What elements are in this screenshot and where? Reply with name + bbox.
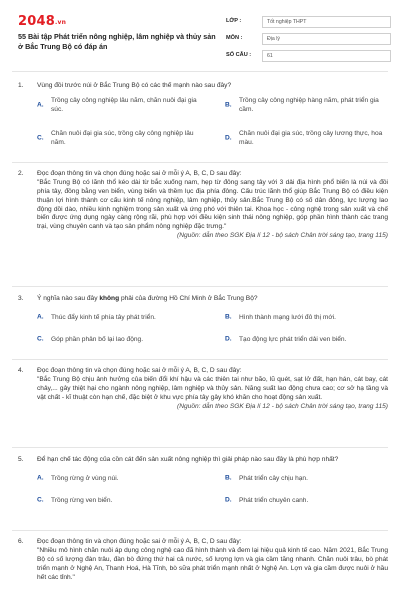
meta-box [226, 13, 391, 64]
meta-row-count [226, 47, 391, 64]
question-text: Đọc đoạn thông tin và chọn đúng hoặc sai ở mỗi ý A, B, C, D sau đây: [37, 367, 242, 374]
site-logo[interactable]: 2048.vn [18, 14, 67, 29]
option-c[interactable] [37, 130, 207, 148]
option-letter: D. [225, 496, 232, 504]
option-letter: A. [37, 101, 44, 109]
options-grid [37, 475, 388, 515]
option-text: Trồng rừng ở vùng núi. [51, 474, 119, 482]
option-d[interactable] [225, 130, 385, 148]
question-1 [18, 82, 388, 159]
source-citation: (Nguồn: dẫn theo SGK Địa lí 12 - bộ sách Chân trời sáng tạo, trang 115) [177, 402, 388, 410]
question-text: Vùng đồi trước núi ở Bắc Trung Bộ có các thế mạnh nào sau đây? [37, 82, 232, 89]
meta-label: SỐ CÂU : [226, 51, 252, 58]
option-text: Chăn nuôi đại gia súc, trồng cây lương thực, hoa màu. [239, 129, 383, 146]
emphasis-not: không [99, 295, 120, 302]
divider [12, 286, 388, 287]
question-number: 3. [18, 295, 24, 302]
option-text: Trồng cây công nghiệp hàng năm, phát triển gia cầm. [239, 96, 379, 113]
option-a[interactable] [37, 97, 207, 115]
divider [12, 447, 388, 448]
option-letter: A. [37, 313, 44, 321]
option-text: Tạo động lực phát triển dải ven biển. [239, 335, 347, 343]
option-text: Chăn nuôi đại gia súc, trồng cây công nghiệp lâu năm. [51, 129, 194, 146]
question-text: Đọc đoạn thông tin và chọn đúng hoặc sai ở mỗi ý A, B, C, D sau đây: [37, 170, 242, 177]
option-b[interactable] [225, 97, 385, 115]
question-6 [18, 538, 388, 582]
divider [12, 71, 388, 72]
options-grid [37, 314, 388, 354]
question-text: Để hạn chế tác động của cồn cát đến sản xuất nông nghiệp thì giải pháp nào sau đây là phù hợp nhất? [37, 456, 339, 463]
option-b[interactable] [225, 314, 385, 323]
question-number: 4. [18, 367, 24, 374]
option-text: Phát triển cây chịu hạn. [239, 474, 308, 482]
question-number: 2. [18, 170, 24, 177]
options-grid [37, 97, 388, 159]
question-2 [18, 170, 388, 241]
option-c[interactable] [37, 497, 207, 506]
meta-label: MÔN : [226, 34, 243, 41]
option-c[interactable] [37, 336, 207, 345]
option-letter: C. [37, 335, 44, 343]
option-text: Trồng rừng ven biển. [51, 496, 113, 504]
option-text: Trồng cây công nghiệp lâu năm, chăn nuôi đại gia súc. [51, 96, 197, 113]
meta-value: Địa lý [262, 33, 391, 45]
passage: "Bắc Trung Bộ chịu ảnh hưởng của biến đổi khí hậu và các thiên tai như bão, lũ quét, sạt lở đất, hạn hán, cát bay, cát chảy,... gây thiệt hại cho ngành nông nghiệp, lâm nghiệp và thủy sản. Năng suất lao động chưa cao; cơ sở hạ tầng và vật chất - kĩ thuật còn hạn chế, đặc biệt ở khu vực phía tây gây khó khăn cho hoạt động sản xuất. [37, 375, 388, 401]
question-text: Đọc đoạn thông tin và chọn đúng hoặc sai ở mỗi ý A, B, C, D sau đây: [37, 538, 242, 545]
option-a[interactable] [37, 475, 207, 484]
option-text: Hình thành mạng lưới đô thị mới. [239, 313, 336, 321]
question-number: 5. [18, 456, 24, 463]
option-letter: C. [37, 496, 44, 504]
source-citation: (Nguồn: dẫn theo SGK Địa lí 12 - bộ sách Chân trời sáng tạo, trang 115) [177, 232, 388, 240]
option-letter: C. [37, 134, 44, 142]
option-letter: A. [37, 474, 44, 482]
divider [12, 162, 388, 163]
divider [12, 359, 388, 360]
option-d[interactable] [225, 497, 385, 506]
option-letter: D. [225, 134, 232, 142]
meta-row-grade [226, 13, 391, 30]
passage: "Bắc Trung Bộ có lãnh thổ kéo dài từ bắc xuống nam, hẹp từ đông sang tây với 3 dải địa hình phổ biến là núi và đồi phía tây, đồng bằng ven biển, vùng biển và thềm lục địa phía đông. Cấu trúc lãnh thổ giúp Bắc Trung Bộ có điều kiện thuận lợi hình thành cơ cấu kinh tế nông nghiệp, lâm nghiệp, thủy sản.Bắc Trung Bộ có số dân đông, lực lượng lao động dồi dào, nhiều kinh nghiệm trong sản xuất và ứng phó với thiên tai. Khoa học - công nghệ trong sản xuất và chế biến được ứng dụng ngày càng rộng rãi, phù hợp với điều kiện sinh thái nông nghiệp, góp phần hình thành các trang trại, vùng chuyên canh và tạo sản phẩm nông nghiệp đặc trưng." [37, 178, 388, 231]
option-text: Góp phần phân bố lại lao động. [51, 335, 144, 343]
meta-row-subject [226, 30, 391, 47]
option-letter: B. [225, 313, 232, 321]
option-a[interactable] [37, 314, 207, 323]
option-d[interactable] [225, 336, 385, 345]
question-5 [18, 456, 388, 515]
meta-value: 61 [262, 50, 391, 62]
divider [12, 530, 388, 531]
meta-label: LỚP : [226, 17, 242, 24]
option-letter: D. [225, 335, 232, 343]
option-text: Thúc đẩy kinh tế phía tây phát triển. [51, 313, 156, 321]
passage: "Nhiều mô hình chăn nuôi áp dụng công nghệ cao đã hình thành và đem lại hiệu quả kinh tế cao. Năm 2021, Bắc Trung Bộ có số lượng đàn trâu, đàn bò đứng thứ hai cả nước, số lượng lợn và gia cầm tăng nhanh. Chăn nuôi trâu, bò phát triển mạnh ở Nghệ An, Thanh Hoá, Hà Tĩnh, bò sữa phát triển mạnh nhất ở Nghệ An. Lợn và gia cầm được nuôi ở hầu hết các tỉnh." [37, 546, 388, 581]
option-b[interactable] [225, 475, 385, 484]
document-title: 55 Bài tập Phát triển nông nghiệp, lâm nghiệp và thủy sản ở Bắc Trung Bộ có đáp án [18, 32, 216, 51]
question-4 [18, 367, 388, 411]
option-text: Phát triển chuyên canh. [239, 496, 309, 504]
option-letter: B. [225, 474, 232, 482]
question-number: 1. [18, 82, 24, 89]
question-number: 6. [18, 538, 24, 545]
question-3 [18, 295, 388, 354]
meta-value: Tốt nghiệp THPT [262, 16, 391, 28]
question-text: Ý nghĩa nào sau đây không phải của đường Hồ Chí Minh ở Bắc Trung Bộ? [37, 295, 258, 302]
option-letter: B. [225, 101, 232, 109]
document-header [6, 6, 394, 66]
